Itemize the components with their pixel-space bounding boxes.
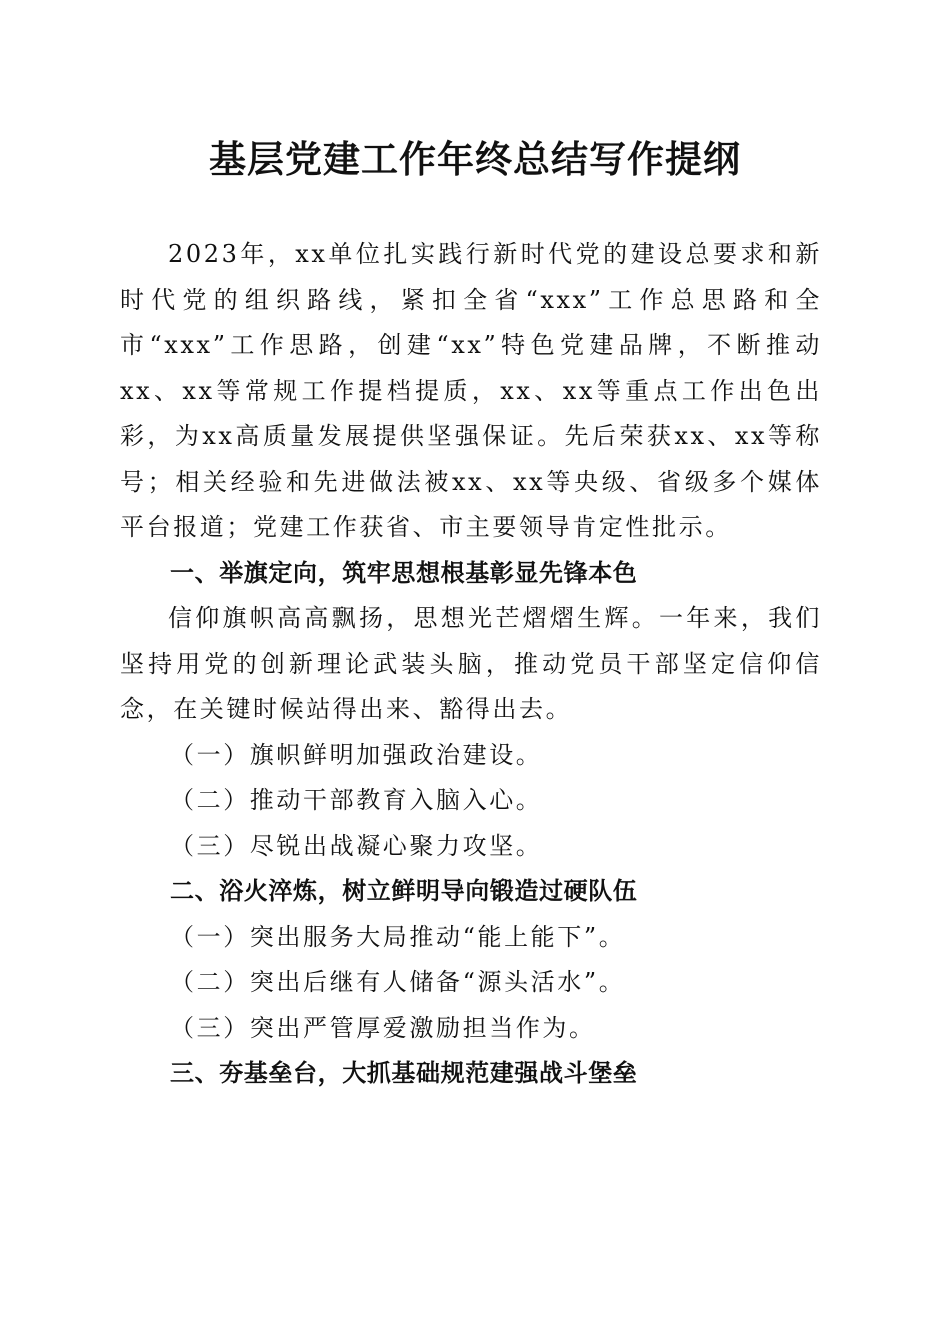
section-heading-3: 三、夯基垒台，大抓基础规范建强战斗堡垒: [170, 1059, 638, 1087]
section-1-item-1: （一）旗帜鲜明加强政治建设。: [170, 740, 543, 769]
document-title: 基层党建工作年终总结写作提纲: [209, 137, 741, 181]
section-1-paragraph: 信仰旗帜高高飘扬，思想光芒熠熠生辉。一年来，我们坚持用党的创新理论武装头脑，推动党员干部坚定信仰信念，在关键时候站得出来、豁得出去。: [120, 604, 822, 723]
section-2-item-1: （一）突出服务大局推动“能上能下”。: [170, 922, 626, 951]
section-1-item-3: （三）尽锐出战凝心聚力攻坚。: [170, 831, 543, 860]
section-heading-2: 二、浴火淬炼，树立鲜明导向锻造过硬队伍: [170, 877, 638, 905]
section-2-item-2: （二）突出后继有人储备“源头活水”。: [170, 968, 626, 996]
section-1-item-2: （二）推动干部教育入脑入心。: [170, 786, 543, 814]
intro-paragraph: 2023年，xx单位扎实践行新时代党的建设总要求和新时代党的组织路线，紧扣全省“xxx”工作总思路和全市“xxx”工作思路，创建“xx”特色党建品牌，不断推动xx、xx等常规工作提档提质，xx、xx等重点工作出色出彩，为xx高质量发展提供坚强保证。先后荣获xx、xx等称号；相关经验和先进做法被xx、xx等央级、省级多个媒体平台报道；党建工作获省、市主要领导肯定性批示。: [120, 240, 822, 541]
section-2-item-3: （三）突出严管厚爱激励担当作为。: [170, 1013, 596, 1042]
section-heading-1: 一、举旗定向，筑牢思想根基彰显先锋本色: [170, 558, 638, 587]
document-body: [120, 232, 822, 1097]
